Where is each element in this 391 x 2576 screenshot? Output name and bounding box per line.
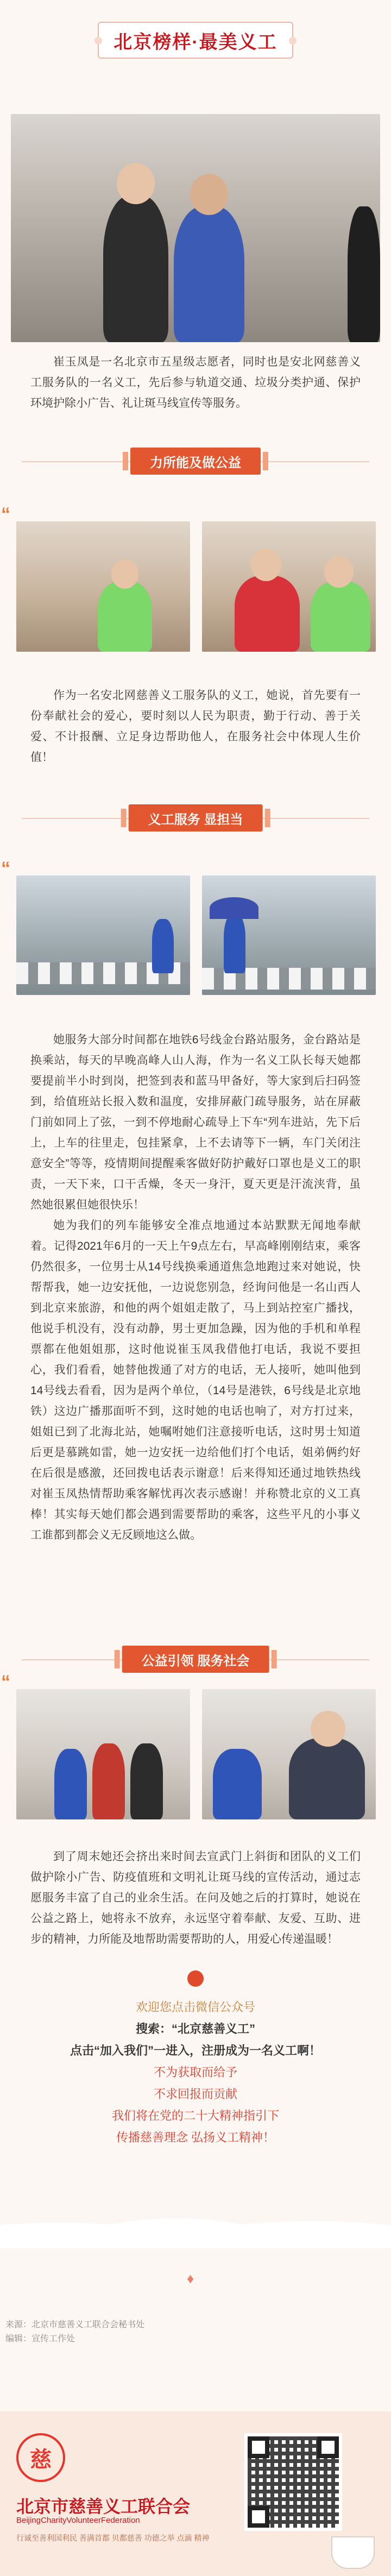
cup-decoration [331,2536,375,2569]
quote-icon: “ [1,504,10,525]
photo-bystander [348,206,380,342]
qr-finder [317,2436,339,2458]
photo-volunteer [174,206,244,342]
photo-volunteer [152,919,174,973]
title-area [0,0,391,81]
photo-person-head [117,163,155,204]
mascot-icon [187,1970,204,1987]
section1-photo-right [202,521,376,652]
photo-person [289,1738,365,1819]
photo-volunteer [224,914,245,973]
photo-person-head [311,1711,345,1747]
umbrella [210,897,258,919]
cta-line-1: 不为获取而给予 [153,2065,237,2079]
intro-paragraph [30,352,361,414]
org-slogan: 行诚至善利国利民 善满首都 贝都慈善 功德之举 点滴 精神 [16,2534,210,2542]
cta-line-3: 我们将在党的二十大精神指引下 [111,2109,279,2122]
source-text: 来源：北京市慈善义工联合会秘书处 [5,2320,145,2329]
section3-photo-right [202,1689,376,1819]
org-card [0,2411,391,2576]
section2-banner [129,804,263,832]
photo-person [103,196,168,342]
photo-volunteer-head [190,174,228,215]
section1-banner [130,448,261,475]
page-title: 北京榜样·最美义工 [113,32,278,53]
section1-text: 作为一名安北网慈善义工服务队的义工，她说，首先要有一份奉献社会的爱心，要时刻以人民为职责，勤于行动、善于关爱、不计报酬、立足身边帮助他人，在服务社会中体现人生价值！ [30,689,361,764]
photo-volunteer [311,581,370,652]
hero-photo [11,114,380,342]
cta-join: 点击“加入我们”一进入，注册成为一名义工啊！ [70,2044,321,2057]
photo-person-red [92,1743,125,1819]
cta-welcome: 欢迎您点击微信公众号 [135,2000,255,2014]
quote-icon: “ [1,1672,10,1692]
section3-banner [122,1646,269,1673]
section2-photo-right [202,876,376,995]
section1-paragraph [30,685,361,768]
qr-finder [248,2506,269,2528]
intro-text: 崔玉凤是一名北京市五星级志愿者，同时也是安北网慈善义工服务队的一名义工，先后参与轨道交通、垃圾分类护通、保护环境护除小广告、礼让斑马线宣传等服务。 [30,356,361,410]
photo-volunteer [54,1749,87,1819]
org-logo-char: 慈 [30,2447,52,2472]
photo-volunteer-head [324,556,354,588]
section3-photo-left [16,1689,190,1819]
section3-text: 到了周末她还会挤出来时间去宣武门上斜街和团队的义工们做护除小广告、防疫值班和文明礼让斑马线的宣传活动，通过志愿服务丰富了自己的业余生活。在问及她之后的打算时，她说在公益之路上，她将永不放弃，永远坚守着奉献、友爱、互助、进步的精神，力所能及地帮助需要帮助的人，用爱心传递温暖！ [30,1850,361,1945]
org-name-en: BeijingCharityVolunteerFederation [16,2516,140,2525]
section1-title: 力所能及做公益 [150,455,241,470]
org-name: 北京市慈善义工联合会 [16,2497,191,2516]
qr-code[interactable] [244,2433,342,2531]
qr-finder [248,2436,269,2458]
title-frame [98,22,293,59]
editor-text: 编辑：宣传工作处 [5,2334,75,2344]
bow-icon: ♦ [187,2270,194,2287]
section1-photo-left [16,521,190,652]
section2-text-1: 她服务大部分时间都在地铁6号线金台路站服务，金台路站是换乘站，每天的早晚高峰人山人海，作为一名义工队长每天她都要提前半小时到岗，把签到表和蓝马甲备好，等大家到后扫码签到，给值班站长报入数和温度，安排屏蔽门疏导服务，站在屏蔽门前如同上了弦，一到不停地耐心疏导上下车“列车进站，先下后上，上车的往里走，包挂紧拿，上不去请等下一辆，车门关闭注意安全”等等，疫情期间提醒乘客做好防护戴好口罩也是义工的职责，一天下来，口干舌燥，冬天一身汗，夏天更是汗流浃背，虽然她很累但她很快乐！ [30,1034,361,1211]
section2-title: 义工服务 显担当 [148,812,243,827]
section2-photo-left [16,876,190,995]
photo-person [130,1743,163,1819]
section2-text-2: 她为我们的列车能够安全准点地通过本站默默无闻地奉献着。记得2021年6月的一天上午9点左右，早高峰刚刚结束，乘客仍然很多，一位男士从14号线换乘通道焦急地跑过来对她说，快帮帮我，她一边安抚他，一边说您别急，经询问他是一名山西人到北京来旅游，和他的两个姐姐走散了，马上到站控室广播找，他说手机没有，没有动静，男士更加急躁，因为他的手机和单程票都在他姐姐那，这时他说崔玉凤我借他打电话，我说不要担心，我们看看，她替他拨通了对方的电话，无人接听，她叫他到14号线去看看，因为是两个单位，（14号是港铁，6号线是北京地铁）这边广播那面听不到，这时她的电话也响了，对方打过来，姐姐已到了北海北站，她嘱咐她们注意接听电话，这时男士知道后更是慕跳如雷，她一边安抚一边给他们打个电话，姐弟俩约好在后很是感激，还回拨电话表示谢意！后来得知还通过地铁热线对崔玉凤热情帮助乘客解忧再次表示感谢！并称赞北京的义工真棒！其实每天她们都会遇到需要帮助的乘客，这些平凡的小事义工谁都到都会义无反顾地这么做。 [30,1219,361,1541]
photo-volunteer [213,1749,262,1819]
footer-cta [0,1996,391,2149]
photo-person-head [251,549,281,581]
photo-person-red [235,576,300,652]
org-logo [16,2433,65,2482]
section3-paragraph [30,1847,361,1950]
source-info [5,2318,144,2346]
cta-search: 搜索：“北京慈善义工” [135,2022,255,2036]
cta-line-4: 传播慈善理念 弘扬义工精神！ [116,2131,275,2144]
cloud-decoration [0,2189,391,2249]
photo-volunteer [98,581,152,652]
section2-paragraphs [30,1030,361,1546]
section3-title: 公益引领 服务社会 [141,1653,250,1668]
cta-line-2: 不求回报而贡献 [153,2087,237,2101]
quote-icon: “ [1,858,10,879]
photo-volunteer-head [111,559,138,589]
